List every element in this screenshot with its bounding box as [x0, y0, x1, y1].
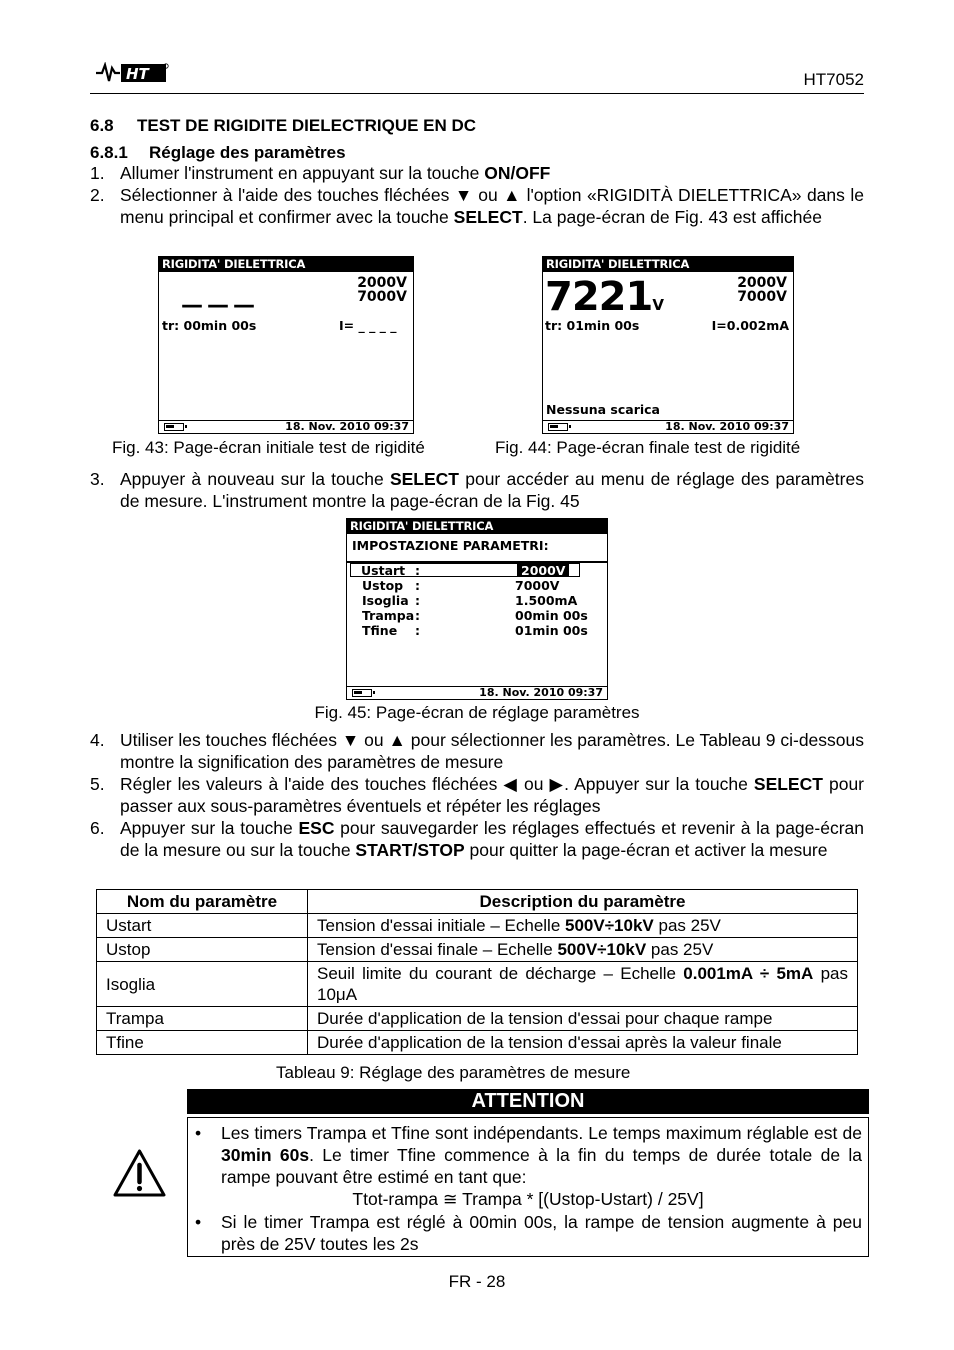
warning-icon: [112, 1148, 167, 1198]
section-heading: 6.8 TEST DE RIGIDITE DIELECTRIQUE EN DC: [90, 116, 477, 135]
table-row: [97, 1031, 858, 1055]
attention-formula: Ttot-rampa ≅ Trampa * [(Ustop-Ustart) / 25V]: [352, 1189, 704, 1209]
param-name: Ustop: [97, 938, 308, 962]
attention-point-2: Si le timer Trampa est réglé à 00min 00s, la rampe de tension augmente à peu près de 25V toutes les 2s: [221, 1212, 862, 1254]
fig45-param-list: [347, 563, 607, 638]
step-1: 1. Allumer l'instrument en appuyant sur la touche ON/OFF: [90, 163, 551, 183]
parameters-table: [96, 889, 858, 1055]
ht-logo: [94, 62, 170, 84]
fig43-voltages: 2000V 7000V: [357, 275, 407, 305]
param-name: Tfine: [97, 1031, 308, 1055]
fig44-caption: Fig. 44: Page-écran finale test de rigidité: [495, 438, 801, 457]
param-description: Tension d'essai initiale – Echelle 500V÷10kV pas 25V: [308, 914, 858, 938]
param-description: Durée d'application de la tension d'essai après la valeur finale: [308, 1031, 858, 1055]
fig44-measured-value: 7221V: [545, 274, 664, 320]
step-3: 3. Appuyer à nouveau sur la touche SELECT pour accéder au menu de réglage des paramètres de mesure. L'instrument montre la page-écran de la Fig. 45: [90, 469, 864, 511]
header-rule: [90, 93, 864, 94]
fig45-param-row: Trampa : 00min 00s: [362, 608, 588, 623]
attention-box: [187, 1117, 869, 1257]
fig44-current: I=0.002mA: [711, 318, 789, 333]
table-row: [97, 938, 858, 962]
fig45-title-bar: RIGIDITA' DIELETTRICA: [347, 519, 607, 534]
attention-point-1: Les timers Trampa et Tfine sont indépendants. Le temps maximum réglable est de 30min 60s. Le timer Tfine commence à la fin du temps de durée totale de la rampe pouvant être estimé en tant que:: [221, 1123, 862, 1187]
fig45-param-row: Ustart : 2000V: [347, 563, 607, 578]
table-caption: Tableau 9: Réglage des paramètres de mesure: [276, 1063, 631, 1082]
param-name: Ustart: [97, 914, 308, 938]
param-description: Tension d'essai finale – Echelle 500V÷10kV pas 25V: [308, 938, 858, 962]
fig44-status-message: Nessuna scarica: [546, 402, 660, 417]
bullet: •: [195, 1123, 202, 1143]
fig44-voltages: 2000V 7000V: [737, 275, 787, 305]
fig45-status-bar: 18. Nov. 2010 09:37: [347, 686, 607, 699]
page-number: FR - 28: [448, 1272, 506, 1291]
fig43-title-bar: RIGIDITA' DIELETTRICA: [159, 257, 413, 272]
fig44-time: tr: 01min 00s: [545, 318, 640, 333]
table-row: [97, 914, 858, 938]
bullet: •: [195, 1212, 202, 1232]
param-description: Durée d'application de la tension d'essai pour chaque rampe: [308, 1007, 858, 1031]
fig43-caption: Fig. 43: Page-écran initiale test de rigidité: [112, 438, 425, 457]
fig44-screen: [542, 256, 794, 434]
table-header-row: [97, 890, 858, 914]
battery-icon: [352, 689, 372, 697]
fig43-screen: [158, 256, 414, 434]
fig45-param-row: Ustop : 7000V: [362, 578, 560, 593]
svg-text:HT: HT: [126, 65, 149, 83]
table-row: [97, 962, 858, 1007]
fig43-time: tr: 00min 00s: [162, 318, 257, 333]
param-name: Trampa: [97, 1007, 308, 1031]
fig45-caption: Fig. 45: Page-écran de réglage paramètres: [314, 703, 640, 722]
step-4: 4. Utiliser les touches fléchées ▼ ou ▲ pour sélectionner les paramètres. Le Tableau 9 ci-dessous montre la signification des paramètres de mesure: [90, 730, 864, 772]
model-name: HT7052: [803, 70, 864, 89]
fig45-param-row: Tfine : 01min 00s: [362, 623, 588, 638]
table-header-name: Nom du paramètre: [97, 890, 308, 914]
fig45-subtitle: IMPOSTAZIONE PARAMETRI:: [352, 538, 549, 553]
param-name: Isoglia: [97, 962, 308, 1007]
step-5: 5. Régler les valeurs à l'aide des touches fléchées ◀ ou ▶. Appuyer sur la touche SELECT pour passer aux sous-paramètres éventuels et répéter les réglages: [90, 774, 864, 816]
fig43-current: I= _ _ _ _: [339, 318, 397, 333]
fig45-screen: [346, 518, 608, 700]
battery-icon: [548, 423, 568, 431]
table-header-description: Description du paramètre: [308, 890, 858, 914]
step-2: 2. Sélectionner à l'aide des touches fléchées ▼ ou ▲ l'option «RIGIDITÀ DIELETTRICA» dans le menu principal et confirmer avec la touche SELECT. La page-écran de Fig. 43 est affichée: [90, 185, 864, 227]
table-row: [97, 1007, 858, 1031]
attention-title: ATTENTION: [187, 1089, 869, 1114]
fig44-status-bar: 18. Nov. 2010 09:37: [543, 420, 793, 433]
subsection-heading: 6.8.1 Réglage des paramètres: [90, 143, 346, 162]
fig44-title-bar: RIGIDITA' DIELETTRICA: [543, 257, 793, 272]
battery-icon: [164, 423, 184, 431]
fig43-status-bar: 18. Nov. 2010 09:37: [159, 420, 413, 433]
step-6: 6. Appuyer sur la touche ESC pour sauvegarder les réglages effectués et revenir à la page-écran de la mesure ou sur la touche START/STOP pour quitter la page-écran et activer la mesure: [90, 818, 864, 860]
param-description: Seuil limite du courant de décharge – Echelle 0.001mA ÷ 5mA pas 10μA: [308, 962, 858, 1007]
fig43-dashes: ———: [181, 293, 259, 318]
fig45-param-row: Isoglia : 1.500mA: [362, 593, 578, 608]
